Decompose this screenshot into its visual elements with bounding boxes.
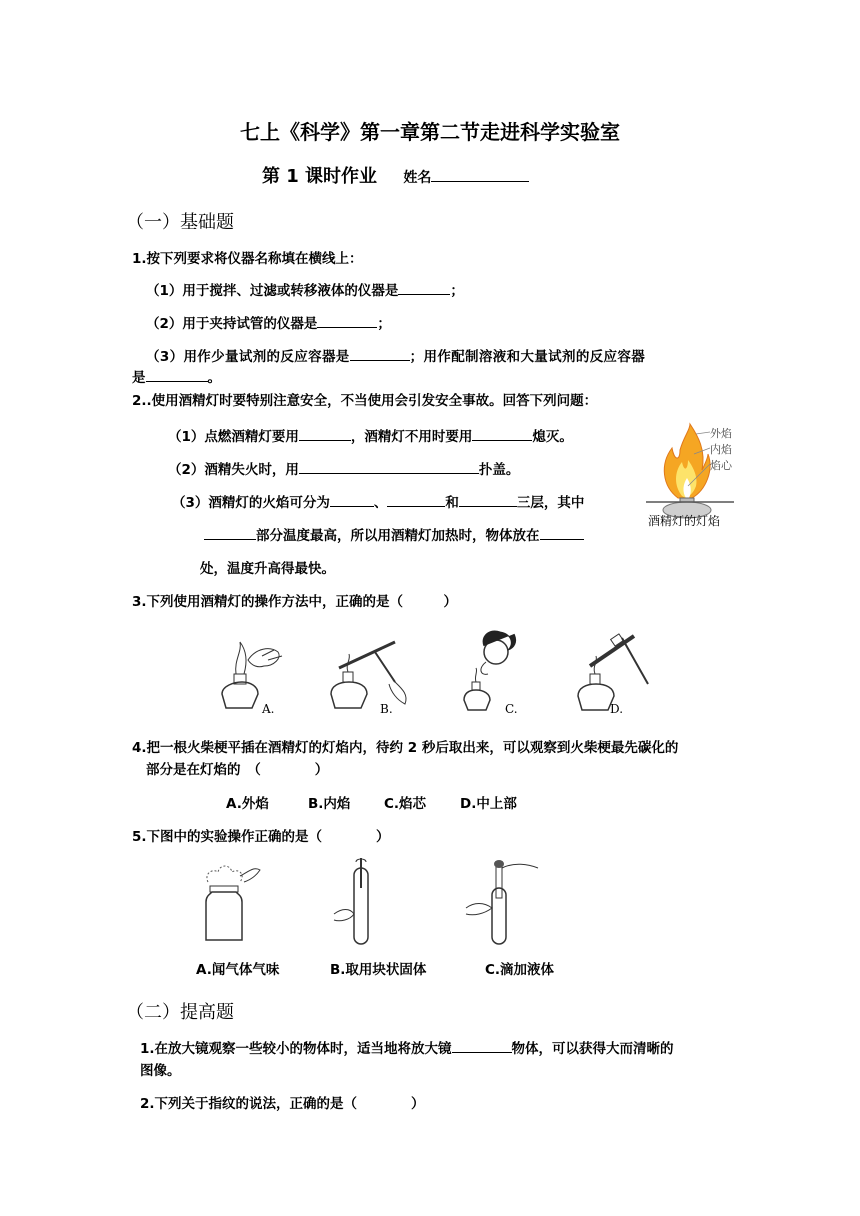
q2-part3-text: （3）酒精灯的火焰可分为 xyxy=(172,495,330,511)
flame-label-outer: 外焰 xyxy=(710,427,732,440)
q2-stem: 2..使用酒精灯时要特别注意安全，不当使用会引发安全事故。回答下列问题： xyxy=(132,393,598,409)
q1-part1-blank[interactable] xyxy=(398,282,450,295)
q2-part3-blank2[interactable] xyxy=(387,494,445,507)
q3-stem: 3.下列使用酒精灯的操作方法中，正确的是（ ） xyxy=(132,594,458,610)
q4-option-c[interactable]: C.焰芯 xyxy=(384,796,427,812)
q1-part2-end: ； xyxy=(377,316,391,332)
q5-figure-c xyxy=(462,858,542,948)
section-basic: （一）基础题 xyxy=(126,212,234,233)
q2-part1-end: 熄灭。 xyxy=(532,429,573,445)
r1-line1-tail: 物体，可以获得大而清晰的 xyxy=(511,1041,674,1057)
q2-part2-blank[interactable] xyxy=(299,461,479,474)
r1-line1-text: 1.在放大镜观察一些较小的物体时，适当地将放大镜 xyxy=(140,1041,452,1057)
q4-stem-line2: 部分是在灯焰的 （ ） xyxy=(146,762,329,778)
q2-part1-blank1[interactable] xyxy=(299,428,351,441)
page-subtitle xyxy=(262,162,529,188)
q5-option-c[interactable]: C.滴加液体 xyxy=(485,962,555,978)
q2-part1-mid: ，酒精灯不用时要用 xyxy=(350,429,473,445)
q4-option-a[interactable]: A.外焰 xyxy=(226,796,269,812)
r1-line1 xyxy=(140,1037,674,1057)
q1-part3-blank1[interactable] xyxy=(350,348,410,361)
subtitle-text: 第 1 课时作业 xyxy=(262,166,378,187)
q2-part3-line3: 处，温度升高得最快。 xyxy=(200,561,335,577)
q2-part3-sep2: 和 xyxy=(445,495,459,511)
q2-part3-sep1: 、 xyxy=(373,495,388,511)
q1-part3-blank2[interactable] xyxy=(146,369,208,382)
r2-stem: 2.下列关于指纹的说法，正确的是（ ） xyxy=(140,1096,425,1112)
q2-part3 xyxy=(172,491,584,511)
flame-label-core: 焰心 xyxy=(710,459,732,472)
q1-part3-line2 xyxy=(132,366,221,386)
q2-part3-line2-text: 部分温度最高，所以用酒精灯加热时，物体放在 xyxy=(256,528,540,544)
q4-stem-line1: 4.把一根火柴梗平插在酒精灯的灯焰内，待约 2 秒后取出来，可以观察到火柴梗最先碳化的 xyxy=(132,740,679,756)
q1-part2-text: （2）用于夹持试管的仪器是 xyxy=(146,316,318,332)
q5-figure-b xyxy=(330,858,390,948)
r1-blank[interactable] xyxy=(452,1040,512,1053)
q2-part1-text: （1）点燃酒精灯要用 xyxy=(168,429,299,445)
q3-option-d[interactable]: D. xyxy=(610,702,624,716)
page-title: 七上《科学》第一章第二节走进科学实验室 xyxy=(240,120,620,144)
name-label: 姓名 xyxy=(403,170,432,186)
q4-option-d[interactable]: D.中上部 xyxy=(460,796,517,812)
q2-part2 xyxy=(168,458,519,478)
q2-part3-blank3[interactable] xyxy=(459,494,517,507)
q1-part1-end: ； xyxy=(450,283,464,299)
q4-option-b[interactable]: B.内焰 xyxy=(308,796,351,812)
q5-stem: 5.下图中的实验操作正确的是（ ） xyxy=(132,829,390,845)
q5-option-b[interactable]: B.取用块状固体 xyxy=(330,962,427,978)
q3-option-a[interactable]: A. xyxy=(262,702,275,716)
q3-option-b[interactable]: B. xyxy=(380,702,393,716)
q1-stem: 1.按下列要求将仪器名称填在横线上： xyxy=(132,251,363,267)
q2-part3-tail: 三层，其中 xyxy=(516,495,585,511)
q2-part3-blank1[interactable] xyxy=(330,494,374,507)
q1-part3 xyxy=(146,345,645,365)
q1-part3-end: 。 xyxy=(207,370,221,386)
q3-figure-a xyxy=(212,630,292,720)
q2-part1 xyxy=(168,425,573,445)
q1-part3-line2-text: 是 xyxy=(132,370,146,386)
q2-part3-blank5[interactable] xyxy=(540,527,584,540)
q5-figure-a xyxy=(196,862,276,944)
q2-part2-text: （2）酒精失火时，用 xyxy=(168,462,299,478)
flame-label-inner: 内焰 xyxy=(710,443,732,456)
q1-part1 xyxy=(146,279,464,299)
q5-option-a[interactable]: A.闻气体气味 xyxy=(196,962,280,978)
q3-figure-b xyxy=(325,628,415,720)
name-blank[interactable] xyxy=(431,167,529,182)
q2-part3-line2 xyxy=(204,524,584,544)
q1-part1-text: （1）用于搅拌、过滤或转移液体的仪器是 xyxy=(146,283,399,299)
flame-caption: 酒精灯的灯焰 xyxy=(648,514,721,528)
q1-part3-mid: ；用作配制溶液和大量试剂的反应容器 xyxy=(409,349,646,365)
r1-line2: 图像。 xyxy=(140,1063,181,1079)
q2-part2-end: 扑盖。 xyxy=(478,462,520,478)
q1-part2-blank[interactable] xyxy=(317,315,377,328)
q3-option-c[interactable]: C. xyxy=(505,702,518,716)
q1-part2 xyxy=(146,312,391,332)
q2-part1-blank2[interactable] xyxy=(472,428,532,441)
section-advanced: （二）提高题 xyxy=(126,1002,234,1023)
q2-part3-blank4[interactable] xyxy=(204,527,256,540)
q1-part3-text: （3）用作少量试剂的反应容器是 xyxy=(146,349,350,365)
